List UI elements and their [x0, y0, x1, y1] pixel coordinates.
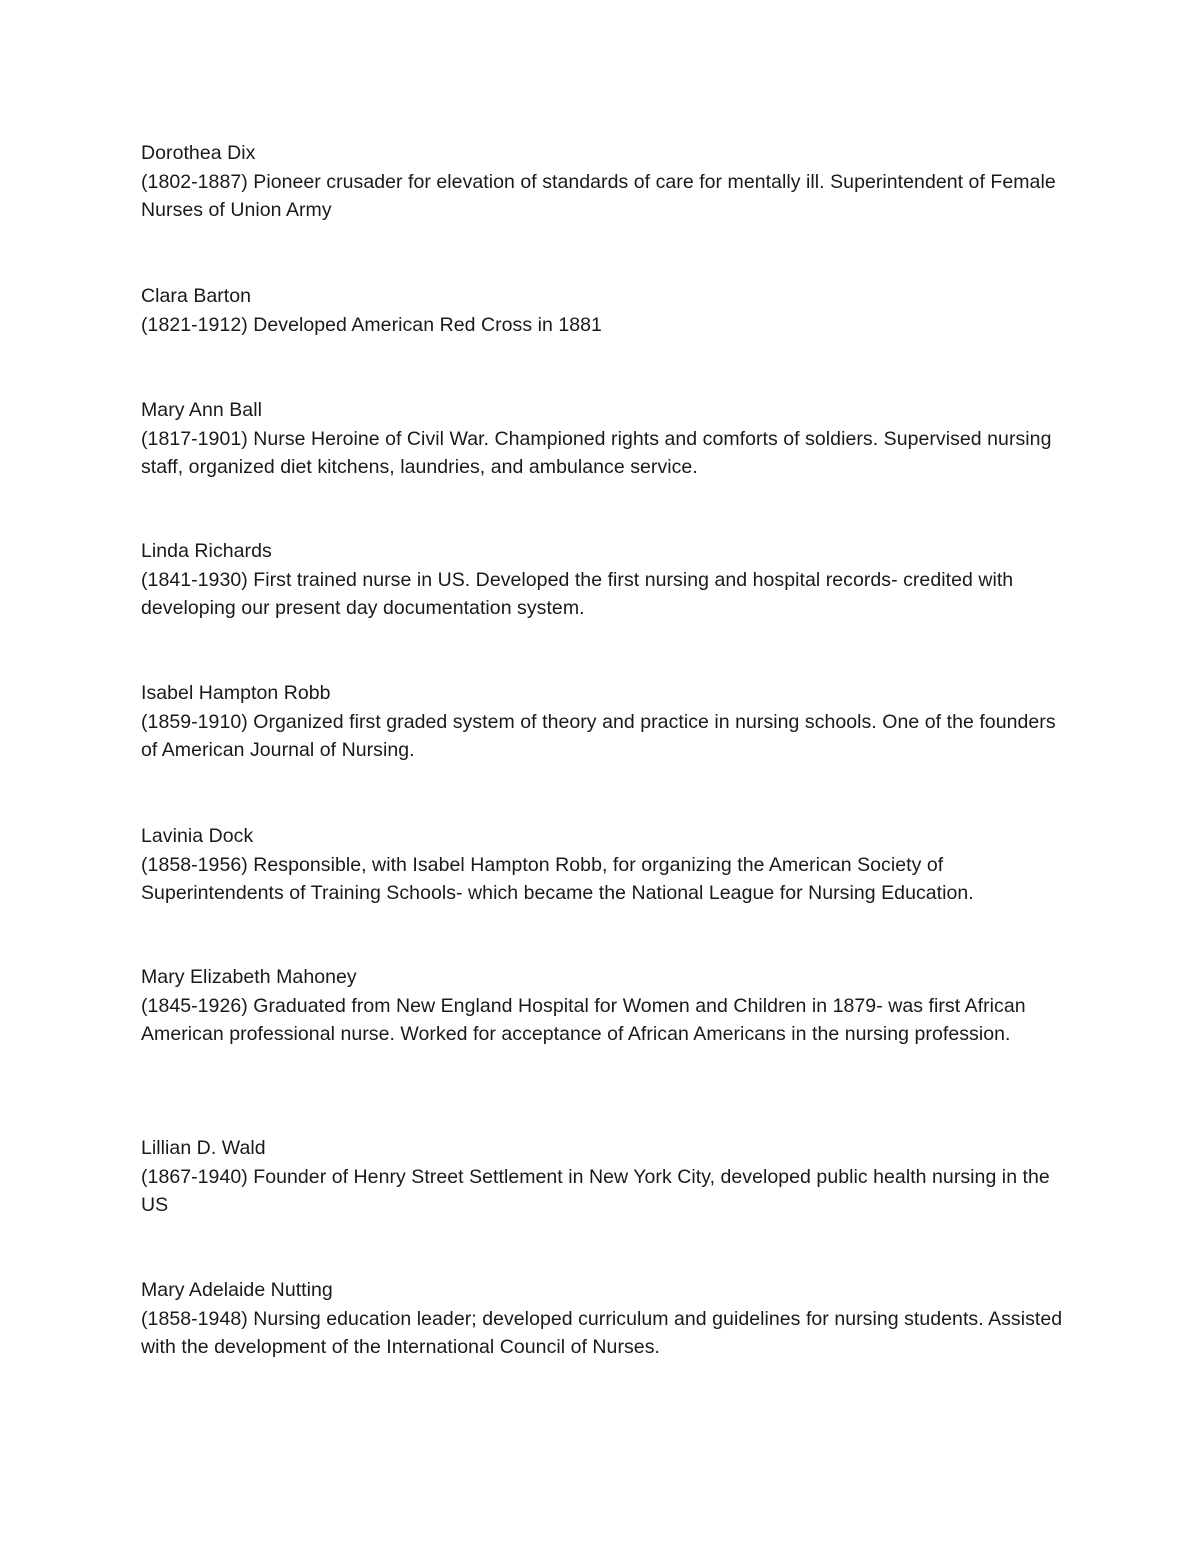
entry-isabel-hampton-robb: [141, 679, 1076, 765]
entry-clara-barton: [141, 282, 1076, 339]
entry-description: (1802-1887) Pioneer crusader for elevation of standards of care for mentally ill. Superintendent of Female Nurses of Union Army: [141, 170, 1056, 222]
entry-linda-richards: [141, 537, 1076, 623]
entry-name: Mary Ann Ball: [141, 399, 262, 421]
entry-description: (1858-1948) Nursing education leader; developed curriculum and guidelines for nursing students. Assisted with the development of the International Council of Nurses.: [141, 1307, 1063, 1359]
entry-lavinia-dock: [141, 822, 1076, 908]
entry-description: (1821-1912) Developed American Red Cross in 1881: [141, 313, 602, 336]
entry-name: Linda Richards: [141, 540, 272, 562]
entry-mary-elizabeth-mahoney: [141, 963, 1076, 1049]
entry-name: Clara Barton: [141, 285, 252, 307]
entry-description: (1867-1940) Founder of Henry Street Settlement in New York City, developed public health nursing in the US: [141, 1165, 1050, 1217]
entry-name: Mary Elizabeth Mahoney: [141, 966, 357, 988]
entry-description: (1817-1901) Nurse Heroine of Civil War. Championed rights and comforts of soldiers. Supervised nursing staff, organized diet kitchens, laundries, and ambulance service.: [141, 427, 1052, 479]
entry-name: Lavinia Dock: [141, 825, 254, 847]
entry-name: Isabel Hampton Robb: [141, 682, 331, 704]
entry-dorothea-dix: [141, 139, 1076, 225]
entry-description: (1841-1930) First trained nurse in US. Developed the first nursing and hospital records- credited with developing our present day documentation system.: [141, 568, 1014, 620]
entry-name: Lillian D. Wald: [141, 1137, 266, 1159]
entry-description: (1859-1910) Organized first graded system of theory and practice in nursing schools. One of the founders of American Journal of Nursing.: [141, 710, 1056, 762]
entry-name: Mary Adelaide Nutting: [141, 1279, 333, 1301]
entry-mary-adelaide-nutting: [141, 1276, 1076, 1362]
entry-name: Dorothea Dix: [141, 142, 256, 164]
entry-lillian-d-wald: [141, 1134, 1076, 1220]
entry-mary-ann-ball: [141, 396, 1076, 482]
entry-description: (1858-1956) Responsible, with Isabel Hampton Robb, for organizing the American Society of Superintendents of Training Schools- which became the National League for Nursing Education.: [141, 853, 974, 905]
entry-description: (1845-1926) Graduated from New England Hospital for Women and Children in 1879- was first African American professional nurse. Worked for acceptance of African Americans in the nursing profession.: [141, 994, 1026, 1046]
